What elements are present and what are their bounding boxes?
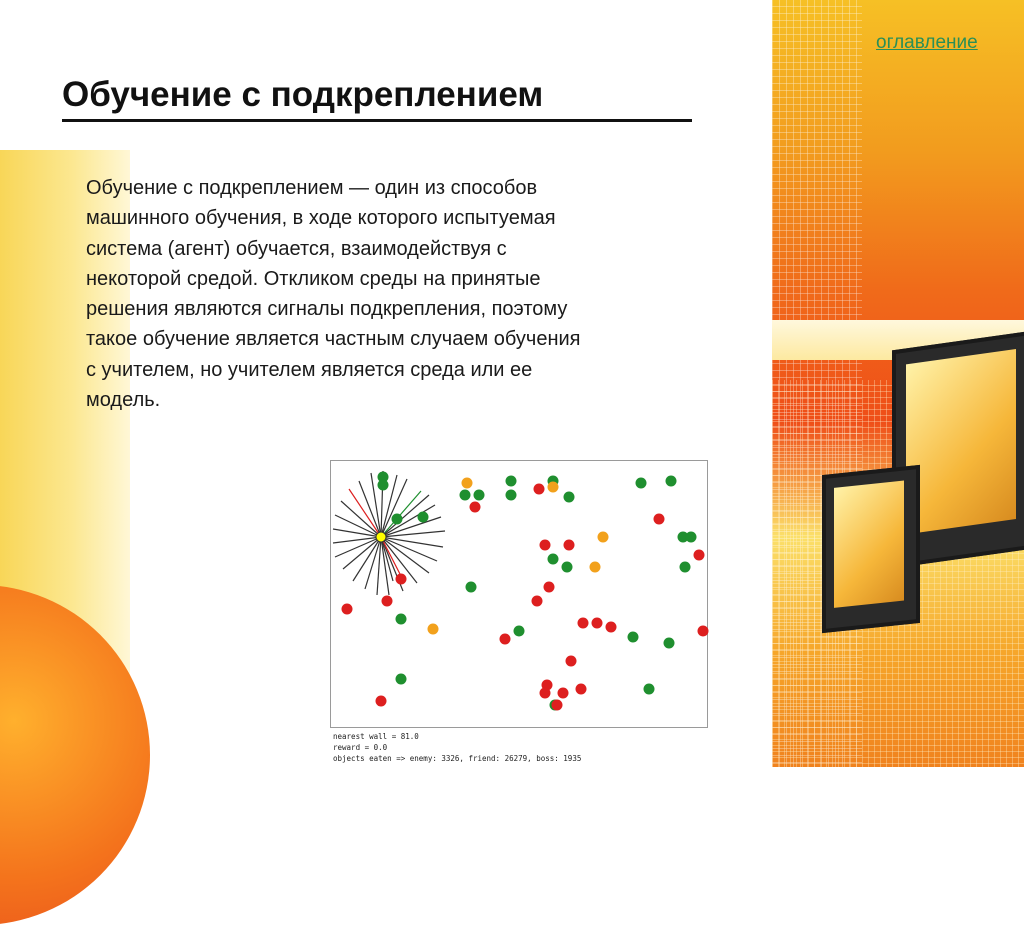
bad-object-dot bbox=[552, 700, 563, 711]
title-underline bbox=[62, 119, 692, 122]
boss-object-dot bbox=[548, 482, 559, 493]
good-object-dot bbox=[396, 614, 407, 625]
sensor-ray bbox=[343, 537, 381, 569]
bad-object-dot bbox=[540, 540, 551, 551]
good-object-dot bbox=[636, 478, 647, 489]
good-object-dot bbox=[466, 582, 477, 593]
bad-object-dot bbox=[654, 514, 665, 525]
bad-object-dot bbox=[578, 618, 589, 629]
bad-object-dot bbox=[534, 484, 545, 495]
simulation-objects bbox=[342, 472, 709, 711]
simulation-canvas bbox=[331, 461, 709, 729]
sensor-ray bbox=[381, 537, 443, 547]
simulation-figure bbox=[330, 460, 708, 728]
boss-object-dot bbox=[428, 624, 439, 635]
good-object-dot bbox=[460, 490, 471, 501]
boss-object-dot bbox=[462, 478, 473, 489]
good-object-dot bbox=[644, 684, 655, 695]
description-paragraph: Обучение с подкреплением — один из способов машинного обучения, в ходе которого испытуемая система (агент) обучается, взаимодействуя с некоторой средой. Откликом среды на принятые решения являются сигналы подкрепления, поэтому такое обучение является частным случаем обучения с учителем, но учителем является среда или ее модель. bbox=[86, 177, 581, 412]
good-object-dot bbox=[666, 476, 677, 487]
good-object-dot bbox=[396, 674, 407, 685]
bad-object-dot bbox=[698, 626, 709, 637]
good-object-dot bbox=[474, 490, 485, 501]
nearest-wall-stat: nearest wall = 81.0 bbox=[333, 732, 419, 741]
bad-object-dot bbox=[564, 540, 575, 551]
boss-object-dot bbox=[590, 562, 601, 573]
right-decorative-panel bbox=[772, 0, 1024, 767]
bad-object-dot bbox=[500, 634, 511, 645]
bad-object-dot bbox=[532, 596, 543, 607]
good-object-dot bbox=[506, 476, 517, 487]
good-object-dot bbox=[664, 638, 675, 649]
objects-eaten-stat: objects eaten => enemy: 3326, friend: 26279, boss: 1935 bbox=[333, 754, 582, 763]
page-title: Обучение с подкреплением bbox=[62, 75, 544, 114]
good-object-dot bbox=[628, 632, 639, 643]
sensor-ray bbox=[365, 537, 381, 589]
bad-object-dot bbox=[396, 574, 407, 585]
bad-object-dot bbox=[470, 502, 481, 513]
bad-object-dot bbox=[342, 604, 353, 615]
good-object-dot bbox=[506, 490, 517, 501]
bad-object-dot bbox=[566, 656, 577, 667]
monitor-image-2 bbox=[822, 465, 920, 633]
bad-object-dot bbox=[606, 622, 617, 633]
bad-object-dot bbox=[376, 696, 387, 707]
good-object-dot bbox=[564, 492, 575, 503]
boss-object-dot bbox=[598, 532, 609, 543]
good-object-dot bbox=[680, 562, 691, 573]
agent-sensor-rays bbox=[333, 471, 445, 595]
sensor-ray bbox=[381, 537, 393, 581]
bad-object-dot bbox=[382, 596, 393, 607]
simulation-stats bbox=[333, 731, 581, 764]
agent-dot bbox=[376, 532, 386, 542]
bad-object-dot bbox=[544, 582, 555, 593]
bad-object-dot bbox=[558, 688, 569, 699]
bad-object-dot bbox=[576, 684, 587, 695]
good-object-dot bbox=[378, 480, 389, 491]
good-object-dot bbox=[392, 514, 403, 525]
table-of-contents-link[interactable]: оглавление bbox=[876, 32, 978, 53]
bad-object-dot bbox=[592, 618, 603, 629]
reward-stat: reward = 0.0 bbox=[333, 743, 388, 752]
good-object-dot bbox=[562, 562, 573, 573]
good-object-dot bbox=[514, 626, 525, 637]
good-object-dot bbox=[686, 532, 697, 543]
bad-object-dot bbox=[540, 688, 551, 699]
sensor-ray bbox=[377, 537, 381, 595]
good-object-dot bbox=[548, 554, 559, 565]
good-object-dot bbox=[418, 512, 429, 523]
bad-object-dot bbox=[694, 550, 705, 561]
